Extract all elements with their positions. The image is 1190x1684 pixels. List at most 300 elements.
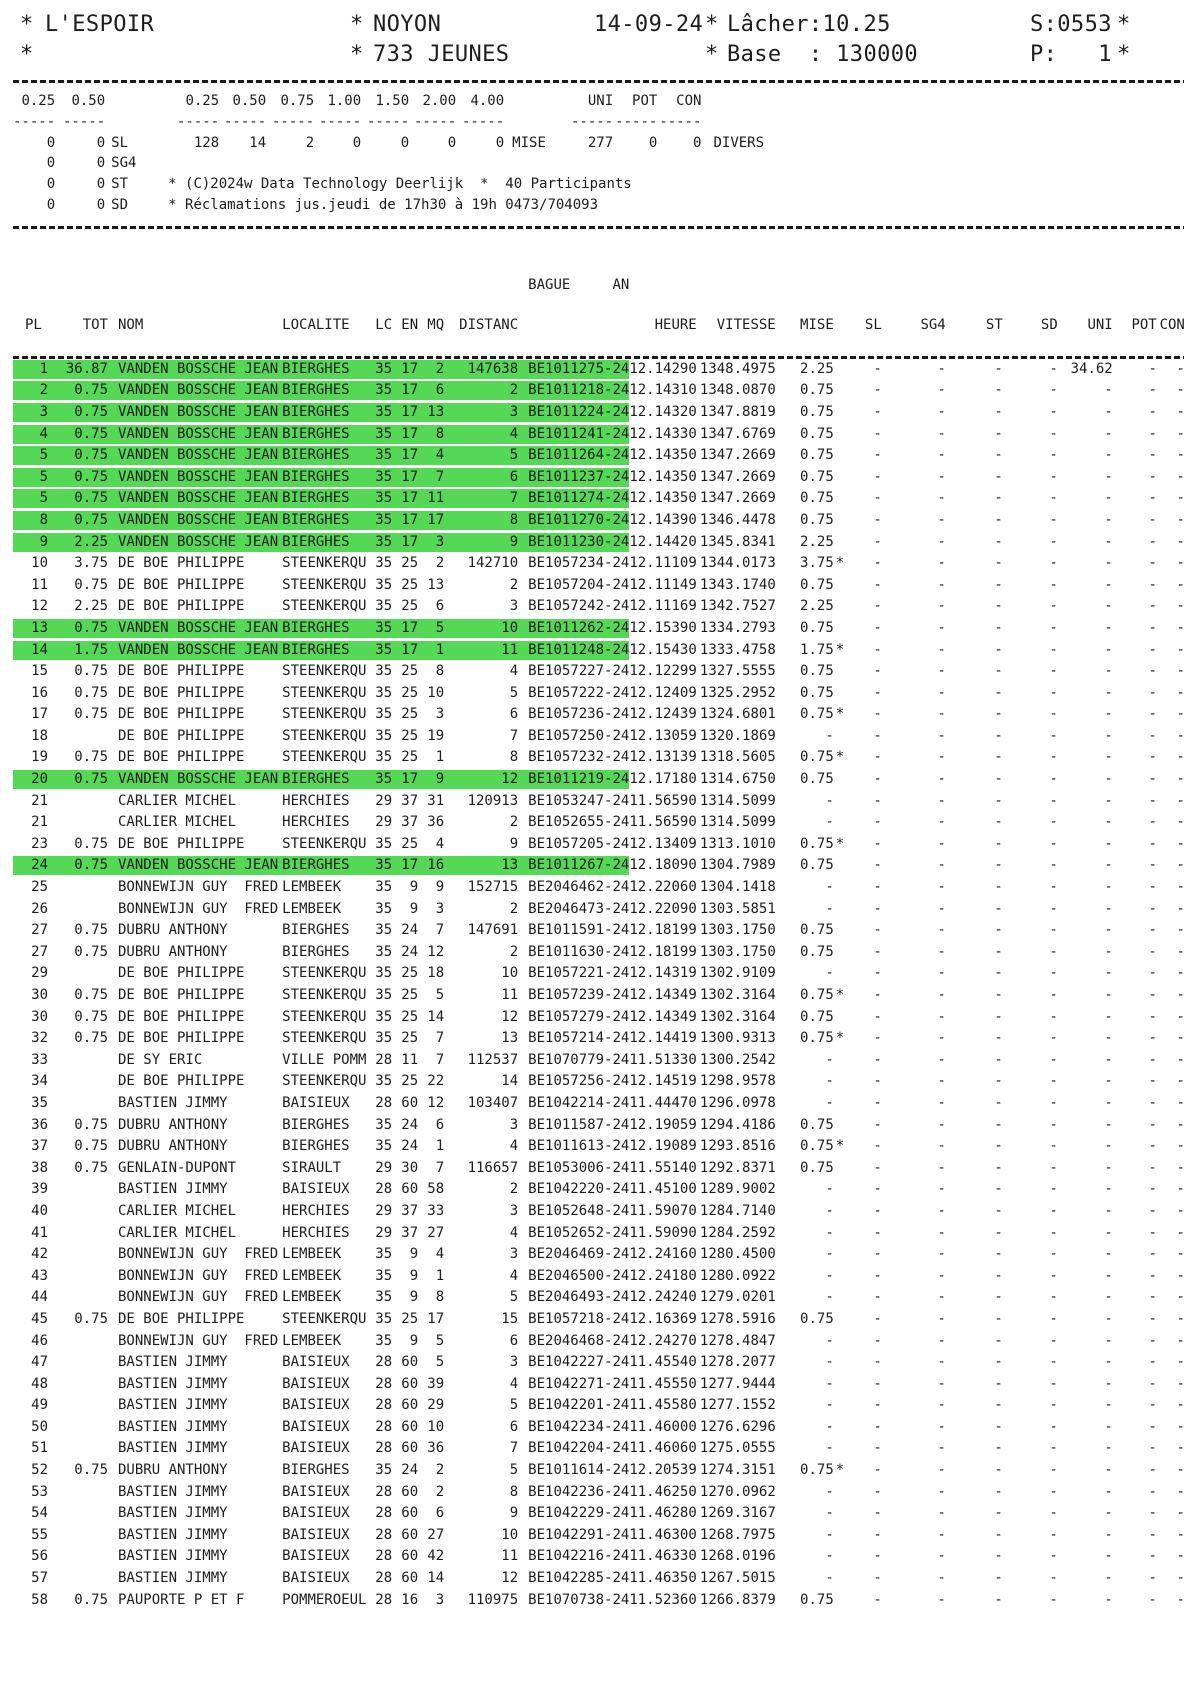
cell-pot: - [1148,1094,1157,1111]
cell-mise-star [836,1244,848,1266]
dash-group: ----- [224,113,267,130]
stake-count: 0 [46,196,56,213]
cell-mise-star [836,467,848,489]
cell-sl: - [873,879,882,896]
cell-sd: - [1049,835,1058,852]
cell-uni: - [1104,663,1113,680]
cell-pl: 37 [31,1138,48,1155]
cell-sl: - [873,727,882,744]
cell-sl: - [873,1354,882,1371]
cell-sd: - [1049,1418,1058,1435]
cell-sd: - [1049,1030,1058,1047]
cell-st: - [994,684,1003,701]
cell-localite: BIERGHES [278,380,370,402]
cell-mise: 0.75 [800,468,834,485]
cell-con: - [1176,1289,1185,1306]
cell-localite: STEENKERQU [282,1008,367,1025]
cell-en: 24 [401,1138,419,1155]
cell-uni: - [1104,1246,1113,1263]
cell-con: - [1176,879,1185,896]
cell-nom: BONNEWIJN GUY FRED [118,879,279,896]
cell-localite: BIERGHES [278,640,370,662]
dash-group: ----- [414,113,457,130]
cell-sl: - [873,1202,882,1219]
result-row [13,1093,1187,1115]
cell-heure: 12.14290 [629,360,697,377]
cell-mise: 0.75 [800,987,834,1003]
cell-bague: BE1042229-24 [528,1505,630,1522]
cell-bague: BE1042271-24 [528,1375,630,1392]
cell-distanc: 7 [446,488,520,510]
cell-en: 17 [394,380,420,402]
cell-uni: - [1104,533,1113,550]
cell-tot: 3.75 [74,555,108,572]
cell-sl: - [873,511,882,528]
cell-sg4: - [937,1008,946,1025]
cell-sg4: - [937,1094,946,1111]
result-row [13,402,1187,424]
cell-st: - [994,598,1003,615]
cell-sl: - [873,360,882,377]
cell-uni: - [1104,1116,1113,1133]
cell-heure: 11.46000 [629,1418,697,1435]
cell-sg4: - [937,555,946,572]
dash-group: ----- [13,113,56,130]
cell-sg4: - [937,1418,946,1435]
cell-con: - [1176,792,1185,809]
cell-sg4: - [937,1030,946,1047]
cell-mq: 12 [427,943,445,960]
cell-mise: - [825,1246,834,1263]
cell-sd: - [1049,684,1058,701]
cell-mise-star [836,402,848,424]
cell-en: 9 [409,1267,419,1284]
cell-st: - [994,533,1003,550]
cell-mise-star [836,1482,848,1504]
result-row [13,467,1187,489]
stake-count: 0 [46,176,56,193]
cell-vitesse: 1347.2669 [699,468,776,485]
stake-rate: 0.50 [71,93,106,109]
cell-vitesse: 1314.5099 [699,792,776,809]
cell-nom: VANDEN BOSSCHE JEAN [110,640,278,662]
star-mark: * [705,12,719,37]
cell-st: - [994,879,1003,896]
cell-en: 60 [401,1375,419,1392]
cell-mq: 39 [427,1375,445,1392]
cell-lc: 35 [375,1310,393,1327]
cell-sg4: - [937,965,946,982]
cell-st: - [994,1246,1003,1263]
cell-tot [50,1374,110,1396]
stake-rates-row [13,91,823,112]
cell-localite: STEENKERQU [282,706,367,723]
cell-nom: DE BOE PHILIPPE [118,1073,245,1090]
cell-lc: 35 [375,943,393,960]
cell-nom: BASTIEN JIMMY [118,1526,228,1543]
cell-mise-star [836,1503,848,1525]
cell-lc: 29 [375,1224,393,1241]
cell-lc: 28 [375,1397,393,1414]
dash-group: ----- [615,113,658,130]
cell-localite: STEENKERQU [282,663,367,680]
cell-en: 60 [401,1570,419,1587]
cell-localite: BAISIEUX [282,1354,350,1371]
cell-st: - [994,1548,1003,1565]
result-row [13,553,1187,575]
cell-sd: - [1049,1073,1058,1090]
cell-pot: - [1148,1591,1157,1608]
cell-distanc: 7 [509,1440,519,1457]
cell-localite: STEENKERQU [282,965,367,982]
result-row [13,488,1187,510]
cell-bague: BE2046493-24 [528,1289,630,1306]
cell-distanc: 12 [501,1570,519,1587]
cell-uni: - [1104,1462,1113,1479]
cell-lc: 35 [375,663,393,680]
cell-st: - [994,1570,1003,1587]
stake-dashes-row [13,112,823,133]
cell-en: 25 [401,987,419,1003]
cell-nom: DE BOE PHILIPPE [118,749,245,766]
cell-mise-star [836,1525,848,1547]
cell-mise: - [825,1073,834,1090]
cell-sg4: - [937,706,946,723]
cell-pl: 21 [31,814,48,831]
cell-sl: - [873,1526,882,1543]
cell-mise-star [836,510,848,532]
cell-nom: VANDEN BOSSCHE JEAN [110,532,278,554]
cell-mise-star [836,1309,848,1331]
cell-distanc: 10 [501,1526,519,1543]
cell-sl: - [873,1462,882,1479]
cell-lc: 35 [375,1289,393,1306]
cell-pl: 24 [13,855,50,877]
cell-mise-star: * [835,1462,845,1479]
cell-st: - [994,1159,1003,1176]
cell-pl: 3 [13,402,50,424]
cell-heure: 11.44470 [629,1094,697,1111]
cell-con: - [1176,1246,1185,1263]
cell-mq: 3 [435,900,445,917]
cell-con: - [1176,1440,1185,1457]
cell-pot: - [1148,1116,1157,1133]
cell-sg4: - [937,447,946,464]
cell-sg4: - [937,425,946,442]
cell-pl: 9 [13,532,50,554]
cell-sd: - [1049,1462,1058,1479]
dash-group: ----- [272,113,315,130]
cell-mise-star [836,596,848,618]
dash-group: ----- [571,113,614,130]
cell-mq: 6 [435,1116,445,1133]
cell-mise-star [836,942,848,964]
cell-tot [50,1352,110,1374]
cell-vitesse: 1292.8371 [699,1159,776,1176]
cell-heure: 11.51330 [629,1051,697,1068]
cell-con: - [1176,1375,1185,1392]
cell-nom: DUBRU ANTHONY [118,943,228,960]
cell-mise-star [836,877,848,899]
cell-mq: 42 [427,1548,445,1565]
cell-uni: - [1104,490,1113,507]
cell-sl: - [873,555,882,572]
cell-tot [50,1568,110,1590]
cell-bague: BE1011591-24 [528,922,630,939]
cell-tot: 36.87 [50,359,110,381]
result-row [13,532,1187,554]
result-row [13,747,1187,769]
cell-distanc: 2 [446,380,520,402]
cell-mq: 29 [427,1397,445,1414]
cell-pl: 8 [13,510,50,532]
cell-mise: 0.75 [800,447,834,464]
cell-sd: - [1049,1483,1058,1500]
cell-pl: 5 [13,467,50,489]
cell-pot: - [1148,1202,1157,1219]
cell-con: - [1176,1030,1185,1047]
cell-localite: LEMBEEK [282,1267,342,1284]
cell-sd: - [1049,965,1058,982]
cell-mise-star [836,963,848,985]
cell-lc: 35 [370,445,394,467]
cell-uni: - [1104,1418,1113,1435]
cell-localite: STEENKERQU [282,1310,367,1327]
cell-pl: 21 [31,792,48,809]
cell-mise-star [836,769,848,791]
cell-bague: BE1042291-24 [528,1526,630,1543]
cell-tot [50,899,110,921]
cell-localite: LEMBEEK [282,1332,342,1349]
cell-pot: - [1148,706,1157,723]
cell-sg4: - [937,1332,946,1349]
cell-en: 17 [394,532,420,554]
col-header-uni: UNI [1087,316,1113,333]
series-number: S:0553 [1030,12,1112,37]
cell-bague: BE1042201-24 [528,1397,630,1414]
cell-en: 60 [401,1505,419,1522]
cell-pot: - [1148,857,1157,874]
cell-distanc: 13 [446,855,520,877]
cell-sl: - [873,1570,882,1587]
cell-nom: VANDEN BOSSCHE JEAN [110,488,278,510]
cell-con: - [1176,1267,1185,1284]
cell-mise: 0.75 [800,1030,834,1047]
cell-uni: - [1104,965,1113,982]
cell-en: 60 [401,1397,419,1414]
cell-uni: - [1104,447,1113,464]
cell-heure: 11.46250 [629,1483,697,1500]
cell-en: 17 [394,618,420,640]
cell-lc: 35 [370,510,394,532]
cell-mise: 0.75 [800,1310,834,1327]
cell-nom: CARLIER MICHEL [118,1202,237,1219]
cell-en: 16 [401,1591,419,1608]
cell-sd: - [1049,900,1058,917]
cell-sg4: - [937,1202,946,1219]
cell-st: - [994,1051,1003,1068]
cell-sd: - [1049,1246,1058,1263]
cell-lc: 28 [375,1526,393,1543]
cell-st: - [994,1224,1003,1241]
cell-distanc: 8 [509,1483,519,1500]
cell-mise-star [836,1546,848,1568]
cell-tot: 0.75 [74,835,108,852]
cell-mq: 7 [435,1051,445,1068]
col-header-heure: HEURE [654,316,697,333]
cell-distanc: 13 [501,1030,519,1047]
cell-con: - [1176,619,1185,636]
cell-localite: STEENKERQU [282,684,367,701]
cell-heure: 11.59090 [629,1224,697,1241]
cell-sl: - [873,1267,882,1284]
result-row [13,640,1187,662]
cell-pot: - [1148,468,1157,485]
cell-mq: 2 [420,359,446,381]
cell-con: - [1176,1116,1185,1133]
cell-sg4: - [937,1526,946,1543]
cell-sd: - [1049,576,1058,593]
col-header-con: CON [1159,316,1185,333]
stakes-table [13,91,823,216]
cell-mq: 5 [435,1332,445,1349]
result-row [13,1287,1187,1309]
cell-mise-star: * [835,987,845,1003]
cell-lc: 35 [375,1462,393,1479]
cell-mq: 10 [427,684,445,701]
cell-mise: 0.75 [800,706,834,723]
cell-sl: - [873,447,882,464]
result-row [13,1395,1187,1417]
cell-localite: BAISIEUX [282,1548,350,1565]
cell-sl: - [873,684,882,701]
cell-mise-star [836,899,848,921]
cell-bague: BE1042227-24 [528,1354,630,1371]
cell-nom: DUBRU ANTHONY [118,1462,228,1479]
col-header-an: AN [612,276,630,293]
cell-sd: - [1049,857,1058,874]
cell-con: - [1176,900,1185,917]
cell-en: 25 [401,965,419,982]
cell-uni: - [1104,1570,1113,1587]
cell-st: - [994,1505,1003,1522]
result-row [13,1179,1187,1201]
cell-lc: 35 [370,467,394,489]
cell-localite: STEENKERQU [282,835,367,852]
cell-pot: - [1148,1030,1157,1047]
cell-con: - [1176,1591,1185,1608]
mise-total: 277 [587,134,614,151]
cell-mise: 0.75 [800,1591,834,1608]
cell-sg4: - [937,792,946,809]
col-header-sl: SL [864,316,882,333]
cell-pot: - [1148,1505,1157,1522]
cell-mise: 0.75 [800,1138,834,1155]
cell-con: - [1176,360,1185,377]
cell-lc: 35 [375,835,393,852]
cell-mise: - [825,1224,834,1241]
cell-nom: PAUPORTE P ET F [118,1591,245,1608]
cell-tot: 0.75 [74,1462,108,1479]
stake-count: 0 [352,134,362,151]
cell-nom: VANDEN BOSSCHE JEAN [110,424,278,446]
cell-mise: 3.75 [800,555,834,572]
cell-nom: BASTIEN JIMMY [118,1397,228,1414]
cell-sl: - [873,771,882,788]
cell-vitesse: 1278.5916 [699,1310,776,1327]
cell-pot: - [1148,511,1157,528]
cell-distanc: 3 [509,1354,519,1371]
result-row [13,1266,1187,1288]
cell-sd: - [1049,1440,1058,1457]
cell-mq: 14 [427,1570,445,1587]
cell-st: - [994,987,1003,1003]
cell-mise-star [836,1395,848,1417]
cell-heure: 12.12299 [629,663,697,680]
cell-en: 17 [394,424,420,446]
cell-bague: BE1052655-24 [528,814,630,831]
cell-uni: - [1104,1181,1113,1198]
cell-st: - [994,382,1003,399]
cell-vitesse: 1296.0978 [699,1094,776,1111]
cell-con: - [1176,1073,1185,1090]
cell-bague: BE1042285-24 [528,1570,630,1587]
result-row [13,1590,1187,1612]
cell-mise: 0.75 [800,684,834,701]
cell-st: - [994,576,1003,593]
result-row [13,834,1187,856]
cell-localite: HERCHIES [282,1224,350,1241]
cell-sg4: - [937,835,946,852]
result-row [13,1525,1187,1547]
cell-con: - [1176,1462,1185,1479]
cell-nom: BASTIEN JIMMY [118,1181,228,1198]
cell-con: - [1176,1397,1185,1414]
cell-st: - [994,792,1003,809]
cell-en: 25 [401,749,419,766]
cell-distanc: 5 [509,1462,519,1479]
cell-pl: 55 [31,1526,48,1543]
cell-vitesse: 1320.1869 [699,727,776,744]
cell-mise: - [825,965,834,982]
cell-uni: - [1104,684,1113,701]
result-row [13,1352,1187,1374]
cell-distanc: 6 [509,706,519,723]
cell-mq: 16 [420,855,446,877]
cell-sg4: - [937,490,946,507]
cell-pot: - [1148,619,1157,636]
cell-sd: - [1049,490,1058,507]
cell-st: - [994,900,1003,917]
cell-mise-star [836,1115,848,1137]
cell-st: - [994,1008,1003,1025]
cell-distanc: 116657 [467,1159,519,1176]
result-row [13,877,1187,899]
cell-mise: - [825,1332,834,1349]
cell-mq: 6 [420,380,446,402]
cell-con: - [1176,468,1185,485]
cell-en: 17 [394,855,420,877]
cell-bague: BE1042234-24 [528,1418,630,1435]
cell-sd: - [1049,598,1058,615]
result-row [13,380,1187,402]
cell-heure: 11.46350 [629,1570,697,1587]
cell-con: - [1176,1051,1185,1068]
cell-pl: 30 [31,987,48,1003]
cell-distanc: 10 [446,618,520,640]
col-header-mq: MQ [427,316,445,333]
cell-bague: BE1011224-24 [520,402,629,424]
